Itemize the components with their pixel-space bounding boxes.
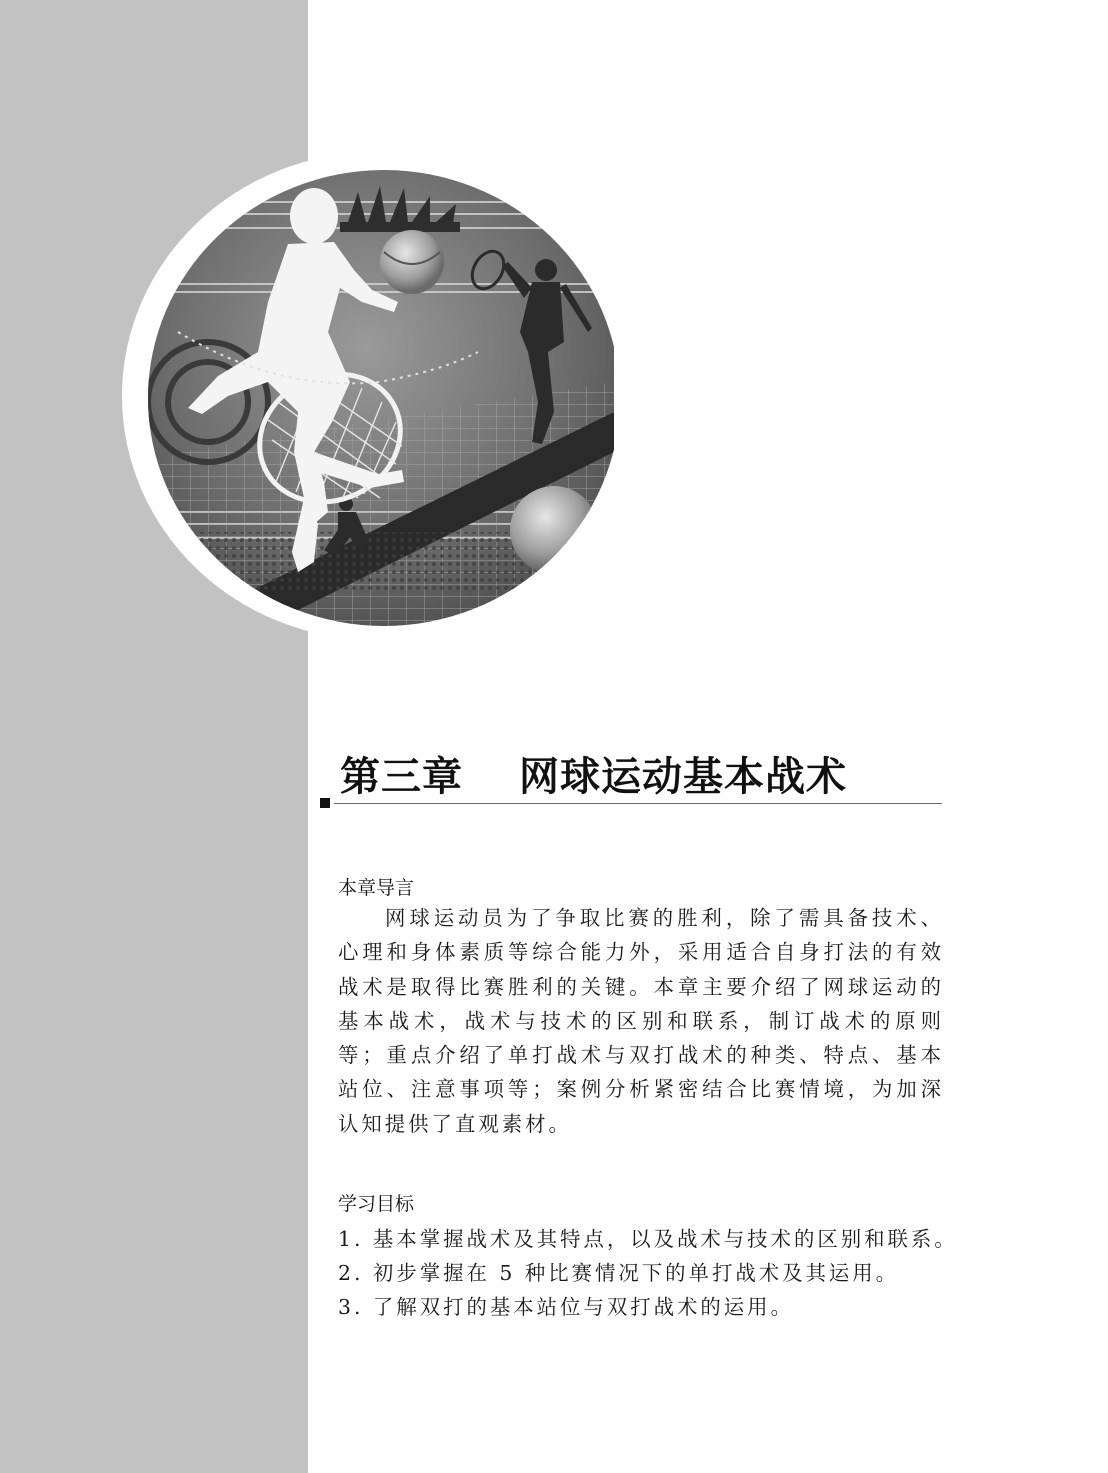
tennis-collage-illustration — [118, 152, 614, 640]
chapter-name: 网球运动基本战术 — [519, 753, 847, 800]
goals-list — [338, 1222, 978, 1324]
goals-heading: 学习目标 — [338, 1193, 415, 1215]
chapter-title — [340, 752, 847, 802]
chapter-number: 第三章 — [340, 753, 463, 800]
intro-heading: 本章导言 — [338, 877, 415, 899]
goal-item: 3. 了解双打的基本站位与双打战术的运用。 — [338, 1295, 794, 1319]
title-square-marker — [320, 798, 330, 808]
chapter-heading — [320, 752, 942, 810]
goal-item: 1. 基本掌握战术及其特点，以及战术与技术的区别和联系。 — [338, 1227, 958, 1251]
title-underline — [334, 803, 942, 804]
goal-item: 2. 初步掌握在 5 种比赛情况下的单打战术及其运用。 — [338, 1261, 900, 1285]
intro-paragraph: 网球运动员为了争取比赛的胜利，除了需具备技术、心理和身体素质等综合能力外，采用适合自身打法的有效战术是取得比赛胜利的关键。本章主要介绍了网球运动的基本战术，战术与技术的区别和联系，制订战术的原则等；重点介绍了单打战术与双打战术的种类、特点、基本站位、注意事项等；案例分析紧密结合比赛情境，为加深认知提供了直观素材。 — [338, 906, 944, 1136]
